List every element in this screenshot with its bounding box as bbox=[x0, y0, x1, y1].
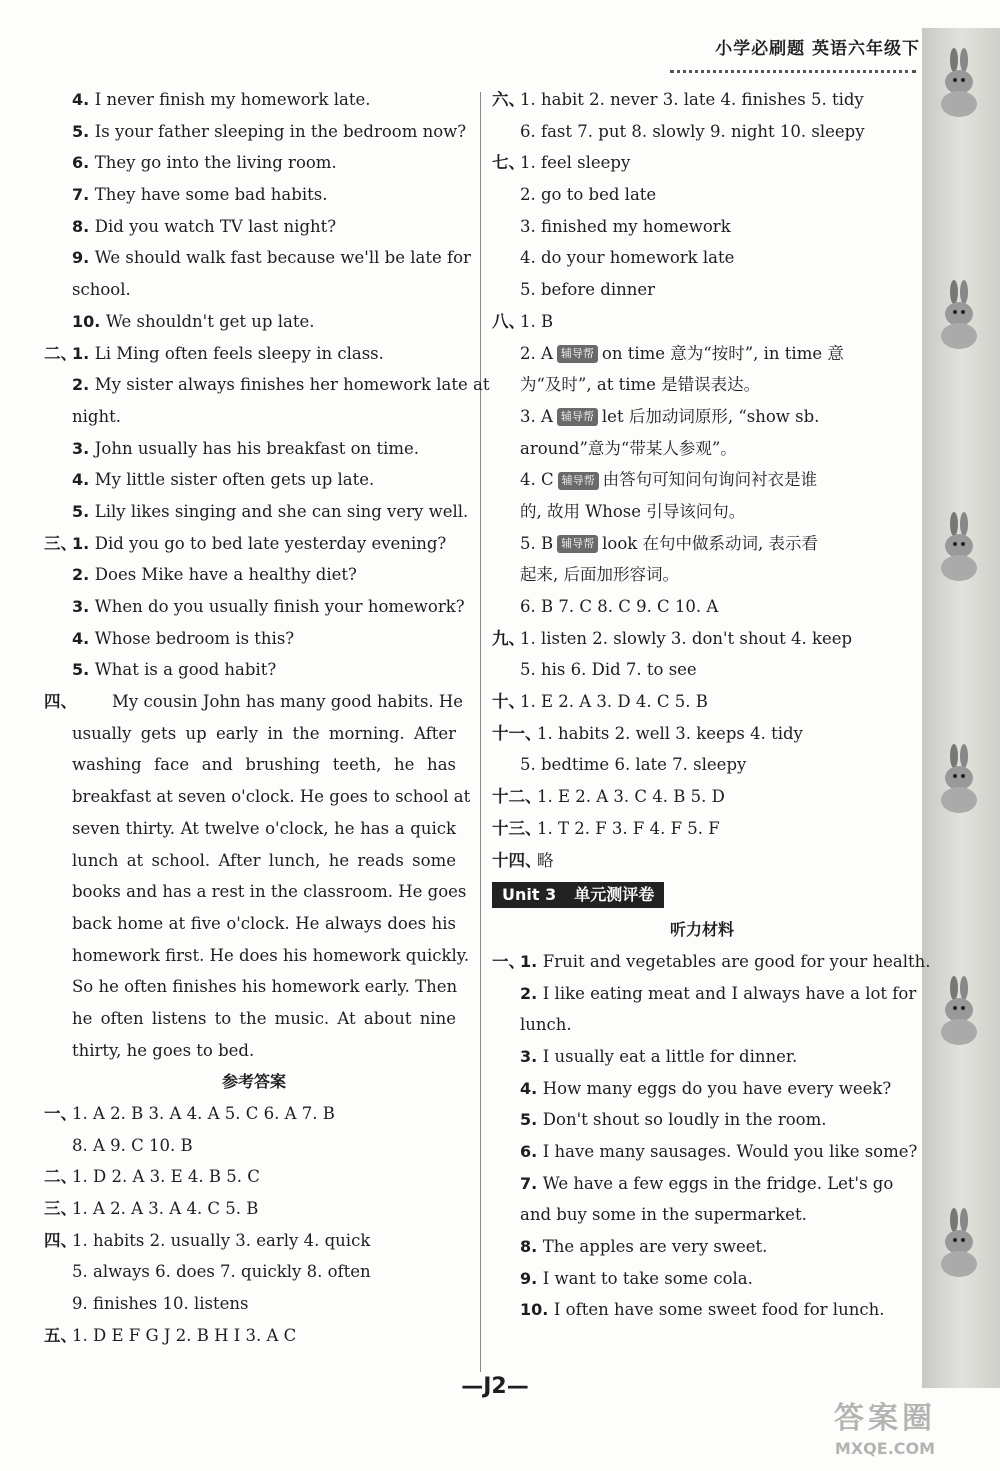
listening-line bbox=[492, 1136, 918, 1168]
item-text: night. bbox=[72, 406, 121, 426]
bunny-decoration-icon bbox=[936, 744, 982, 814]
passage-line bbox=[44, 908, 464, 940]
section-marker: 七、 bbox=[492, 153, 525, 173]
section-marker: 十三、 bbox=[492, 818, 542, 838]
passage-text: books and has a rest in the classroom. He goes bbox=[72, 882, 467, 902]
item-text: We shouldn't get up late. bbox=[105, 311, 315, 331]
right-answer-lines bbox=[492, 84, 912, 876]
answer-line bbox=[492, 179, 912, 211]
left-column bbox=[44, 84, 490, 1352]
answer-line bbox=[492, 211, 912, 243]
item-text: school. bbox=[72, 280, 131, 300]
exercise-line bbox=[44, 623, 464, 655]
item-text: and buy some in the supermarket. bbox=[520, 1205, 807, 1225]
passage-line bbox=[44, 1035, 464, 1067]
item-text: 5. his 6. Did 7. to see bbox=[520, 660, 697, 680]
item-text: Does Mike have a healthy diet? bbox=[94, 565, 357, 585]
exercise-line bbox=[44, 559, 464, 591]
section-marker: 十二、 bbox=[492, 787, 542, 807]
passage-text: thirty, he goes to bed. bbox=[72, 1040, 255, 1060]
item-text: Whose bedroom is this? bbox=[94, 628, 295, 648]
passage-line bbox=[44, 749, 464, 781]
tutor-help-badge: 辅导帮 bbox=[557, 535, 598, 553]
item-text: 1. T 2. F 3. F 4. F 5. F bbox=[537, 818, 720, 838]
item-text: I like eating meat and I always have a lot for bbox=[542, 983, 917, 1003]
answer-line bbox=[492, 116, 912, 148]
item-number: 1. bbox=[72, 533, 95, 553]
listening-line bbox=[492, 1104, 912, 1136]
listening-lines bbox=[492, 946, 931, 1326]
item-text: 8. A 9. C 10. B bbox=[72, 1135, 193, 1155]
answer-line bbox=[492, 686, 912, 718]
item-text: lunch. bbox=[520, 1015, 572, 1035]
item-text: 3. finished my homework bbox=[520, 216, 731, 236]
section-marker: 一、 bbox=[44, 1104, 77, 1123]
section-marker: 九、 bbox=[492, 628, 525, 648]
answer-line bbox=[44, 1320, 464, 1352]
bunny-decoration-icon bbox=[936, 512, 982, 582]
exercise-line bbox=[44, 147, 464, 179]
exercise-line bbox=[44, 306, 464, 338]
item-number: 2. bbox=[520, 983, 543, 1003]
decorative-side-strip bbox=[922, 28, 1000, 1388]
item-text: Fruit and vegetables are good for your health. bbox=[542, 951, 931, 971]
explanation-text: on time 意为“按时”, in time 意 bbox=[601, 343, 844, 363]
item-text: 1. E 2. A 3. C 4. B 5. D bbox=[537, 787, 725, 807]
answer-line bbox=[492, 781, 912, 813]
exercise-line bbox=[44, 591, 464, 623]
item-number: 4. bbox=[72, 470, 95, 490]
item-number: 7. bbox=[520, 1173, 543, 1193]
book-header: 小学必刷题 英语六年级下 bbox=[715, 39, 920, 59]
item-number: 9. bbox=[520, 1268, 543, 1288]
item-number: 3. bbox=[72, 438, 95, 458]
item-number: 1. bbox=[520, 951, 543, 971]
passage-text: usually gets up early in the morning. After bbox=[72, 723, 456, 743]
item-text: 5. always 6. does 7. quickly 8. often bbox=[72, 1262, 371, 1282]
section-marker: 二、 bbox=[44, 343, 77, 363]
answer-line bbox=[492, 559, 912, 591]
answer-line bbox=[44, 1288, 464, 1320]
answers-left-lines bbox=[44, 1098, 464, 1352]
passage-text: So he often finishes his homework early. Then bbox=[72, 977, 458, 997]
listening-line bbox=[492, 1009, 912, 1041]
item-number: 5. bbox=[520, 1110, 543, 1130]
answer-line bbox=[492, 84, 912, 116]
item-text: 1. habit 2. never 3. late 4. finishes 5. tidy bbox=[520, 90, 864, 109]
passage-text: My cousin John has many good habits. He bbox=[112, 692, 464, 712]
item-number: 1. bbox=[72, 343, 95, 363]
exercise-line bbox=[44, 338, 464, 370]
item-text: Is your father sleeping in the bedroom now? bbox=[94, 121, 467, 141]
item-number: 10. bbox=[520, 1300, 554, 1320]
answer-line bbox=[492, 464, 912, 496]
answer-line bbox=[492, 496, 912, 528]
answer-line bbox=[44, 1130, 464, 1162]
answer-line bbox=[492, 591, 912, 623]
item-text: My sister always finishes her homework late at bbox=[94, 375, 490, 395]
item-text: 5. bedtime 6. late 7. sleepy bbox=[520, 755, 747, 775]
answer-line bbox=[44, 1193, 464, 1225]
item-text: 6. B 7. C 8. C 9. C 10. A bbox=[520, 597, 719, 616]
item-number: 4. bbox=[72, 90, 95, 109]
answer-line bbox=[492, 147, 912, 179]
answer-line bbox=[44, 1098, 464, 1130]
answers-title: 参考答案 bbox=[221, 1072, 286, 1092]
item-text: Li Ming often feels sleepy in class. bbox=[94, 343, 384, 363]
unit-banner-row bbox=[492, 876, 912, 914]
answer-line bbox=[44, 1225, 464, 1257]
listening-title: 听力材料 bbox=[669, 920, 734, 940]
tutor-help-badge: 辅导帮 bbox=[558, 472, 599, 490]
item-text: 1. D 2. A 3. E 4. B 5. C bbox=[72, 1167, 260, 1187]
reading-passage bbox=[44, 686, 471, 1066]
unit-title: 单元测评卷 bbox=[574, 885, 655, 905]
section-marker: 五、 bbox=[44, 1325, 77, 1345]
bunny-decoration-icon bbox=[936, 280, 982, 350]
item-text: 5. before dinner bbox=[520, 280, 655, 300]
item-text: 1. B bbox=[520, 311, 554, 331]
exercise-line bbox=[44, 274, 464, 306]
passage-line bbox=[44, 781, 471, 813]
explanation-text: 由答句可知问句询问衬衣是谁 bbox=[602, 470, 818, 490]
answer-line bbox=[492, 528, 912, 560]
item-text: I want to take some cola. bbox=[542, 1268, 753, 1288]
unit-banner bbox=[492, 882, 664, 908]
section-marker: 三、 bbox=[44, 1199, 77, 1219]
item-text: 1. A 2. B 3. A 4. A 5. C 6. A 7. B bbox=[72, 1104, 335, 1123]
tutor-help-badge: 辅导帮 bbox=[557, 345, 598, 363]
section-marker: 四、 bbox=[44, 692, 77, 712]
item-text: 3. A bbox=[520, 406, 553, 426]
item-text: I have many sausages. Would you like some? bbox=[542, 1142, 918, 1161]
item-text: We should walk fast because we'll be late for bbox=[94, 248, 471, 268]
item-text: 2. A bbox=[520, 343, 553, 363]
item-number: 8. bbox=[520, 1237, 543, 1257]
item-text: 的, 故用 Whose 引导该问句。 bbox=[520, 501, 746, 521]
listening-line bbox=[492, 1073, 912, 1105]
answer-line bbox=[492, 623, 912, 655]
exercise-line bbox=[44, 179, 464, 211]
answer-line bbox=[492, 654, 912, 686]
item-text: Lily likes singing and she can sing very well. bbox=[94, 501, 469, 521]
answer-line bbox=[492, 718, 912, 750]
item-text: 1. feel sleepy bbox=[520, 153, 631, 173]
passage-line bbox=[44, 813, 464, 845]
item-text: My little sister often gets up late. bbox=[94, 470, 375, 490]
bunny-decoration-icon bbox=[936, 976, 982, 1046]
item-number: 2. bbox=[72, 375, 95, 395]
item-number: 5. bbox=[72, 660, 95, 680]
answer-line bbox=[492, 401, 912, 433]
exercise-line bbox=[44, 242, 471, 274]
column-divider bbox=[480, 92, 481, 1372]
item-number: 4. bbox=[520, 1078, 543, 1098]
passage-text: homework first. He does his homework quickly. bbox=[72, 945, 470, 965]
exercise-line bbox=[44, 496, 469, 528]
item-number: 4. bbox=[72, 628, 95, 648]
header-dotted-rule bbox=[670, 70, 916, 73]
passage-text: he often listens to the music. At about nine bbox=[72, 1008, 456, 1028]
passage-text: washing face and brushing teeth, he has bbox=[72, 755, 456, 775]
exercise-line bbox=[44, 401, 464, 433]
passage-line bbox=[44, 718, 464, 750]
answer-line bbox=[492, 369, 912, 401]
item-number: 6. bbox=[72, 153, 95, 173]
exercise-line bbox=[44, 369, 490, 401]
item-number: 7. bbox=[72, 185, 95, 205]
section-marker: 六、 bbox=[492, 90, 525, 109]
item-text: 为“及时”, at time 是错误表达。 bbox=[520, 375, 761, 395]
item-text: 5. B bbox=[520, 533, 554, 553]
exercise-line bbox=[44, 116, 467, 148]
listening-line bbox=[492, 1263, 912, 1295]
item-text: 1. E 2. A 3. D 4. C 5. B bbox=[520, 692, 708, 712]
item-number: 3. bbox=[72, 597, 95, 616]
item-text: 9. finishes 10. listens bbox=[72, 1294, 249, 1314]
item-text: 2. go to bed late bbox=[520, 185, 657, 205]
item-text: John usually has his breakfast on time. bbox=[94, 438, 420, 458]
answer-line bbox=[44, 1256, 464, 1288]
answer-line bbox=[44, 1161, 464, 1193]
passage-line bbox=[44, 845, 464, 877]
answer-line bbox=[492, 813, 912, 845]
answer-line bbox=[492, 749, 912, 781]
unit-number: Unit 3 bbox=[502, 885, 557, 905]
answer-line bbox=[492, 845, 912, 877]
section-marker: 十一、 bbox=[492, 723, 542, 743]
item-text: I usually eat a little for dinner. bbox=[542, 1046, 798, 1066]
item-text: 4. do your homework late bbox=[520, 248, 735, 268]
passage-text: lunch at school. After lunch, he reads some bbox=[72, 850, 456, 870]
item-text: What is a good habit? bbox=[94, 660, 277, 680]
section-marker: 二、 bbox=[44, 1167, 77, 1187]
item-text: 1. A 2. A 3. A 4. C 5. B bbox=[72, 1199, 259, 1219]
section-marker: 三、 bbox=[44, 533, 77, 553]
left-exercise-lines bbox=[44, 84, 490, 686]
item-number: 2. bbox=[72, 565, 95, 585]
answer-line bbox=[492, 433, 912, 465]
item-text: Did you watch TV last night? bbox=[94, 216, 337, 236]
passage-line bbox=[44, 971, 464, 1003]
item-text: 1. D E F G J 2. B H I 3. A C bbox=[72, 1325, 297, 1345]
bunny-decoration-icon bbox=[936, 1208, 982, 1278]
exercise-line bbox=[44, 654, 464, 686]
item-text: They have some bad habits. bbox=[94, 185, 328, 205]
passage-text: back home at five o'clock. He always does his bbox=[72, 913, 456, 933]
item-number: 8. bbox=[72, 216, 95, 236]
exercise-line bbox=[44, 528, 464, 560]
section-marker: 八、 bbox=[492, 311, 525, 331]
exercise-line bbox=[44, 464, 464, 496]
item-text: 1. listen 2. slowly 3. don't shout 4. keep bbox=[520, 628, 853, 648]
section-marker: 十、 bbox=[492, 692, 525, 712]
item-text: How many eggs do you have every week? bbox=[542, 1078, 892, 1098]
item-text: I never finish my homework late. bbox=[94, 90, 371, 109]
passage-text: breakfast at seven o'clock. He goes to school at bbox=[72, 787, 471, 807]
item-text: 4. C bbox=[520, 470, 554, 490]
answer-line bbox=[492, 274, 912, 306]
item-text: Don't shout so loudly in the room. bbox=[542, 1110, 827, 1130]
item-text: Did you go to bed late yesterday evening? bbox=[94, 533, 447, 553]
listening-line bbox=[492, 946, 931, 978]
watermark-url: MXQE.COM bbox=[834, 1439, 936, 1458]
item-text: We have a few eggs in the fridge. Let's go bbox=[542, 1173, 894, 1193]
watermark-logo-text: 答案圈 bbox=[834, 1401, 936, 1436]
watermark bbox=[790, 1399, 980, 1461]
item-number: 5. bbox=[72, 121, 95, 141]
item-text: around”意为“带某人参观”。 bbox=[520, 438, 737, 458]
answer-line bbox=[492, 338, 912, 370]
item-text: 1. habits 2. usually 3. early 4. quick bbox=[72, 1230, 371, 1250]
listening-line bbox=[492, 1199, 912, 1231]
passage-line bbox=[44, 686, 464, 718]
item-number: 5. bbox=[72, 501, 95, 521]
listening-line bbox=[492, 1294, 912, 1326]
item-text: I often have some sweet food for lunch. bbox=[553, 1300, 885, 1320]
item-text: They go into the living room. bbox=[94, 153, 337, 173]
passage-text: seven thirty. At twelve o'clock, he has a quick bbox=[72, 818, 456, 838]
item-number: 3. bbox=[520, 1046, 543, 1066]
item-text: 略 bbox=[537, 850, 554, 870]
answer-line bbox=[492, 242, 912, 274]
exercise-line bbox=[44, 433, 464, 465]
answer-line bbox=[492, 306, 912, 338]
listening-line bbox=[492, 1231, 912, 1263]
right-column bbox=[492, 84, 931, 1326]
passage-line bbox=[44, 940, 470, 972]
section-marker: 一、 bbox=[492, 951, 525, 971]
passage-line bbox=[44, 1003, 464, 1035]
explanation-text: let 后加动词原形, “show sb. bbox=[601, 406, 820, 426]
item-number: 9. bbox=[72, 248, 95, 268]
item-text: 1. habits 2. well 3. keeps 4. tidy bbox=[537, 723, 803, 743]
section-marker: 四、 bbox=[44, 1230, 77, 1250]
listening-line bbox=[492, 1168, 912, 1200]
item-text: 6. fast 7. put 8. slowly 9. night 10. sleepy bbox=[520, 121, 865, 141]
item-text: The apples are very sweet. bbox=[542, 1237, 768, 1257]
exercise-line bbox=[44, 211, 464, 243]
item-number: 6. bbox=[520, 1142, 543, 1161]
explanation-text: look 在句中做系动词, 表示看 bbox=[602, 533, 819, 553]
page-number: —J2— bbox=[461, 1374, 529, 1399]
passage-line bbox=[44, 876, 467, 908]
listening-line bbox=[492, 1041, 912, 1073]
exercise-line bbox=[44, 84, 464, 116]
bunny-decoration-icon bbox=[936, 48, 982, 118]
item-text: 起来, 后面加形容词。 bbox=[520, 565, 679, 585]
item-number: 10. bbox=[72, 311, 106, 331]
tutor-help-badge: 辅导帮 bbox=[557, 408, 598, 426]
listening-line bbox=[492, 978, 917, 1010]
section-marker: 十四、 bbox=[492, 850, 542, 870]
item-text: When do you usually finish your homework? bbox=[94, 597, 465, 616]
